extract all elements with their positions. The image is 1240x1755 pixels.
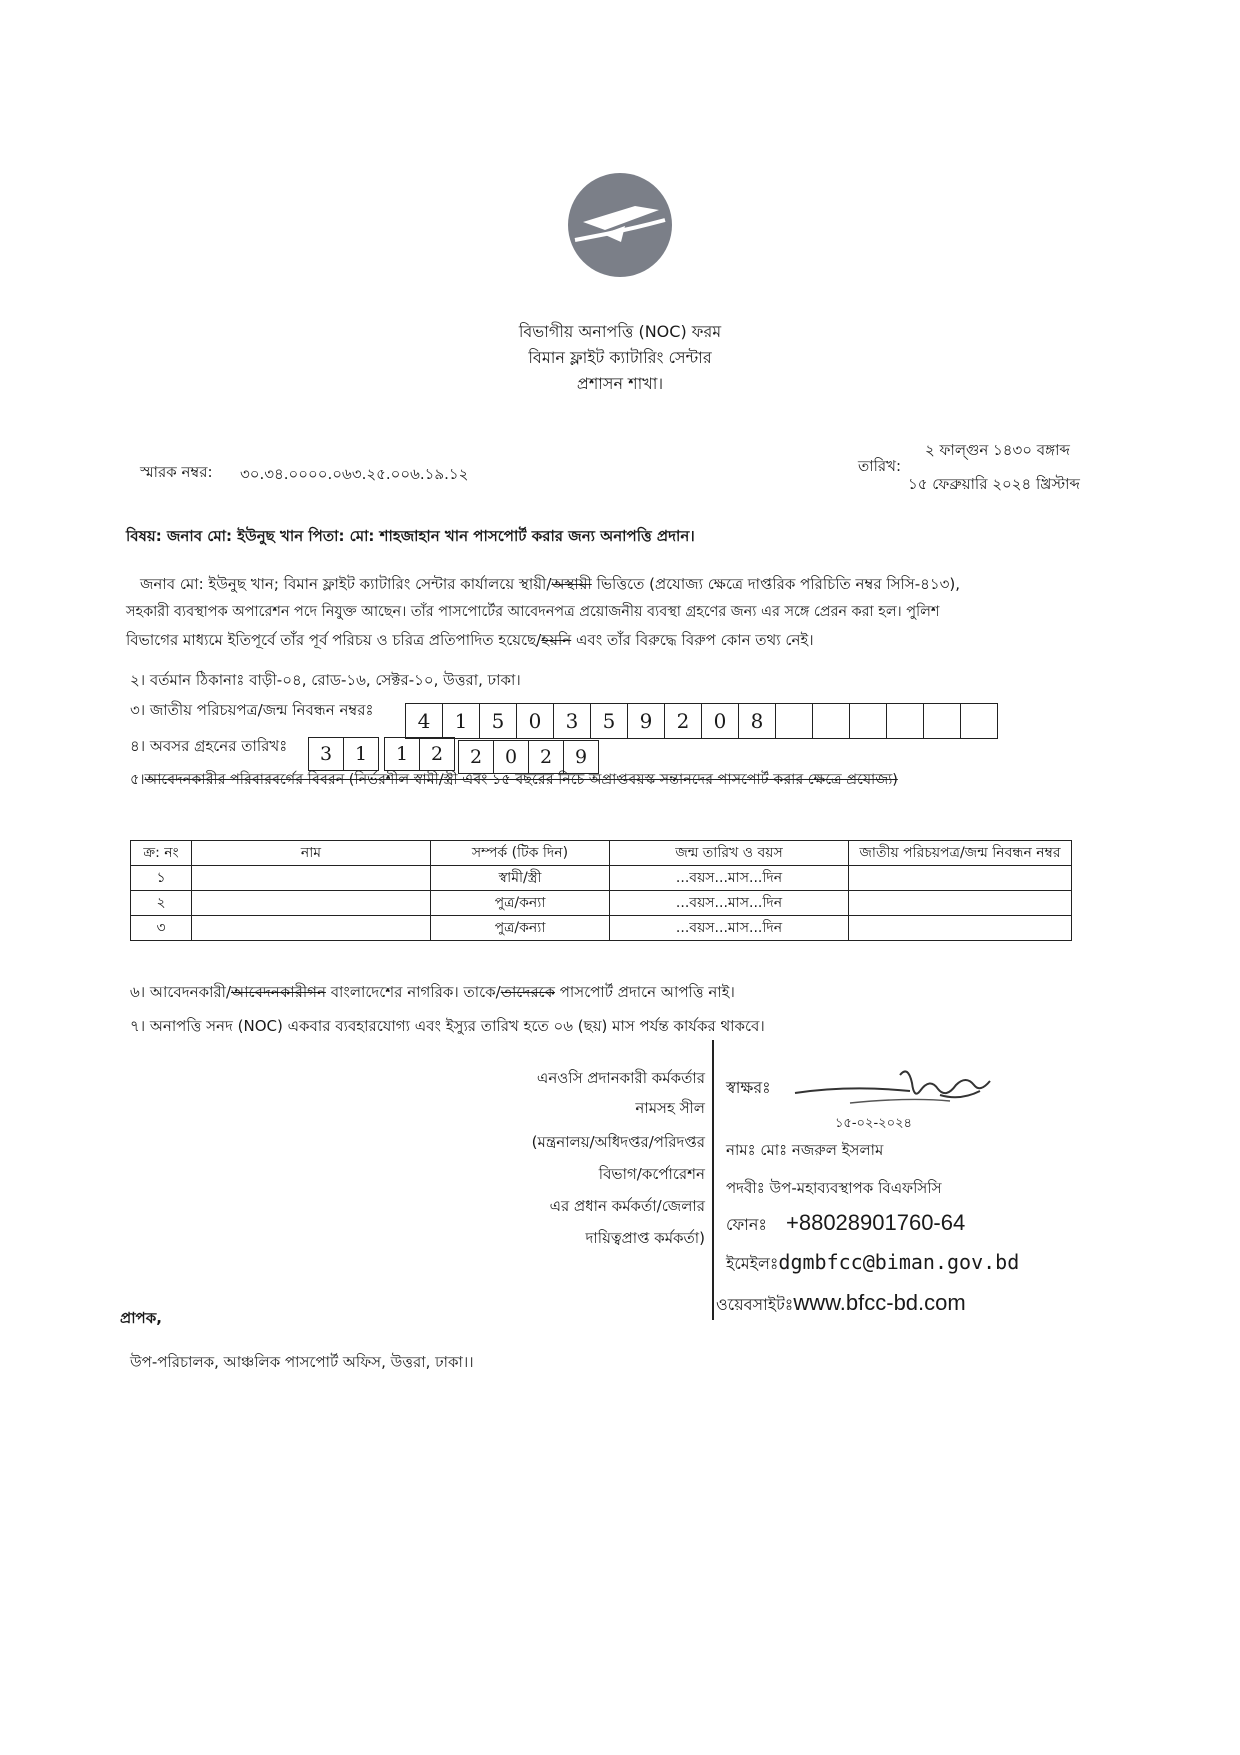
signatory-phone: ফোনঃ +88028901760-64 [726, 1210, 966, 1235]
nid-digit-box: 0 [701, 703, 739, 739]
row-serial: ১ [131, 866, 192, 891]
table-row [131, 891, 1072, 916]
body-paragraph-line-2: সহকারী ব্যবস্থাপক অপারেশন পদে নিযুক্ত আছেন। তাঁর পাসপোর্টের আবেদনপত্র প্রয়োজনীয় ব্যবস্থা গ্রহণের জন্য এর সঙ্গে প্রেরন করা হল। পুলিশ [126, 604, 940, 620]
date-digit-box: 9 [563, 740, 599, 774]
retirement-year-boxes [458, 740, 598, 774]
col-header-dob: জন্ম তারিখ ও বয়স [610, 841, 849, 866]
table-row [131, 916, 1072, 941]
current-address: ২। বর্তমান ঠিকানাঃ বাড়ী-০৪, রোড-১৬, সেক্টর-১০, উত্তরা, ঢাকা। [130, 671, 521, 689]
date-digit-box: 1 [343, 737, 379, 771]
row-nid [849, 916, 1072, 941]
department-name: প্রশাসন শাখা। [576, 374, 664, 393]
nid-digit-box: 3 [553, 703, 591, 739]
row-relation: পুত্র/কন্যা [431, 891, 610, 916]
organization-name: বিমান ফ্লাইট ক্যাটারিং সেন্টার [528, 348, 712, 367]
signatory-designation: পদবীঃ উপ-মহাব্যবস্থাপক বিএফসিসি [726, 1179, 942, 1197]
nid-label: ৩। জাতীয় পরিচয়পত্র/জন্ম নিবন্ধন নম্বরঃ [130, 701, 374, 719]
authority-line: এর প্রধান কর্মকর্তা/জেলার [549, 1197, 705, 1215]
authority-line: এনওসি প্রদানকারী কর্মকর্তার [536, 1069, 705, 1087]
retirement-day-boxes [308, 737, 378, 771]
signatory-email: ইমেইলঃdgmbfcc@biman.gov.bd [726, 1250, 1020, 1274]
body-paragraph-line-3: বিভাগের মাধ্যমে ইতিপূর্বে তাঁর পূর্ব পরিচয় ও চরিত্র প্রতিপাদিত হয়েছে/হয়নি এবং তাঁর বিরুদ্ধে বিরুপ কোন তথ্য নেই। [126, 631, 814, 649]
handwritten-signature [790, 1055, 1020, 1115]
nid-digit-box [960, 703, 998, 739]
nid-digit-box: 9 [627, 703, 665, 739]
biman-logo-icon [565, 170, 675, 280]
row-dob: ...বয়স...মাস...দিন [610, 916, 849, 941]
col-header-relation: সম্পর্ক (টিক দিন) [431, 841, 610, 866]
row-relation: স্বামী/স্ত্রী [431, 866, 610, 891]
row-dob: ...বয়স...মাস...দিন [610, 891, 849, 916]
row-relation: পুত্র/কন্যা [431, 916, 610, 941]
nid-digit-box [849, 703, 887, 739]
authority-line: বিভাগ/কর্পোরেশন [598, 1165, 705, 1183]
row-name [192, 916, 431, 941]
retirement-label: ৪। অবসর গ্রহনের তারিখঃ [130, 737, 288, 755]
retirement-month-boxes [384, 737, 454, 771]
nid-digit-box: 8 [738, 703, 776, 739]
table-row [131, 866, 1072, 891]
form-title: বিভাগীয় অনাপত্তি (NOC) ফরম [518, 322, 722, 341]
row-serial: ৩ [131, 916, 192, 941]
body-paragraph-line-1: জনাব মো: ইউনুছ খান; বিমান ফ্লাইট ক্যাটারিং সেন্টার কার্যালয়ে স্থায়ী/অস্থায়ী ভিত্তিতে (প্রযোজ্য ক্ষেত্রে দাপ্তরিক পরিচিতি নম্বর সিসি-৪১৩), [140, 575, 961, 593]
signature-label: স্বাক্ষরঃ [726, 1078, 771, 1097]
recipient-address: উপ-পরিচালক, আঞ্চলিক পাসপোর্ট অফিস, উত্তরা, ঢাকা।। [130, 1353, 474, 1371]
family-details-heading: ৫।আবেদনকারীর পরিবারবর্গের বিবরন (নির্ভরশীল স্বামী/স্ত্রী এবং ১৫ বছরের নিচে অপ্রাপ্তবয়স্ক সন্তানদের পাসপোর্ট করার ক্ষেত্রে প্রযোজ্য) [130, 772, 898, 788]
date-gregorian: ১৫ ফেব্রুয়ারি ২০২৪ খ্রিস্টাব্দ [908, 475, 1080, 493]
row-name [192, 866, 431, 891]
subject-line: বিষয়: জনাব মো: ইউনুছ খান পিতা: মো: শাহজাহান খান পাসপোর্ট করার জন্য অনাপত্তি প্রদান। [126, 527, 695, 545]
nid-digit-box [775, 703, 813, 739]
memo-number: ৩০.৩৪.০০০০.০৬৩.২৫.০০৬.১৯.১২ [240, 465, 469, 483]
date-digit-box: 2 [528, 740, 564, 774]
nid-digit-box [923, 703, 961, 739]
signature-date: ১৫-০২-২০২৪ [835, 1116, 912, 1131]
nid-digit-box: 5 [590, 703, 628, 739]
col-header-nid: জাতীয় পরিচয়পত্র/জন্ম নিবন্ধন নম্বর [849, 841, 1072, 866]
signatory-website: ওয়েবসাইটঃwww.bfcc-bd.com [716, 1290, 966, 1315]
col-header-serial: ক্র: নং [131, 841, 192, 866]
authority-line: (মন্ত্রনালয়/অধিদপ্তর/পরিদপ্তর [531, 1133, 705, 1151]
memo-label: স্মারক নম্বর: [140, 463, 213, 481]
recipient-label: প্রাপক, [120, 1309, 162, 1327]
nid-digit-box [812, 703, 850, 739]
authority-line: নামসহ সীল [635, 1099, 705, 1117]
date-label: তারিখ: [858, 457, 902, 475]
nid-digit-box: 4 [405, 703, 443, 739]
date-digit-box: 0 [493, 740, 529, 774]
family-table [130, 840, 1072, 941]
nid-digit-box: 2 [664, 703, 702, 739]
date-digit-box: 2 [458, 740, 494, 774]
row-nid [849, 866, 1072, 891]
nid-digit-box: 1 [442, 703, 480, 739]
nid-digit-box [886, 703, 924, 739]
date-digit-box: 1 [384, 737, 420, 771]
citizenship-statement: ৬। আবেদনকারী/আবেদনকারীগন বাংলাদেশের নাগরিক। তাকে/তাদেরকে পাসপোর্ট প্রদানে আপত্তি নাই। [130, 983, 735, 1001]
signatory-name: নামঃ মোঃ নজরুল ইসলাম [726, 1141, 884, 1159]
row-name [192, 891, 431, 916]
row-nid [849, 891, 1072, 916]
nid-digit-box: 0 [516, 703, 554, 739]
date-digit-box: 2 [419, 737, 455, 771]
row-serial: ২ [131, 891, 192, 916]
authority-line: দায়িত্বপ্রাপ্ত কর্মকর্তা) [585, 1229, 705, 1247]
signature-divider [712, 1040, 714, 1320]
nid-digit-box: 5 [479, 703, 517, 739]
row-dob: ...বয়স...মাস...দিন [610, 866, 849, 891]
date-bangla: ২ ফাল্গুন ১৪৩০ বঙ্গাব্দ [925, 441, 1070, 459]
validity-statement: ৭। অনাপত্তি সনদ (NOC) একবার ব্যবহারযোগ্য এবং ইস্যুর তারিখ হতে ০৬ (ছয়) মাস পর্যন্ত কার্যকর থাকবে। [130, 1017, 765, 1035]
date-digit-box: 3 [308, 737, 344, 771]
nid-digit-boxes [405, 703, 997, 739]
table-header-row [131, 841, 1072, 866]
col-header-name: নাম [192, 841, 431, 866]
